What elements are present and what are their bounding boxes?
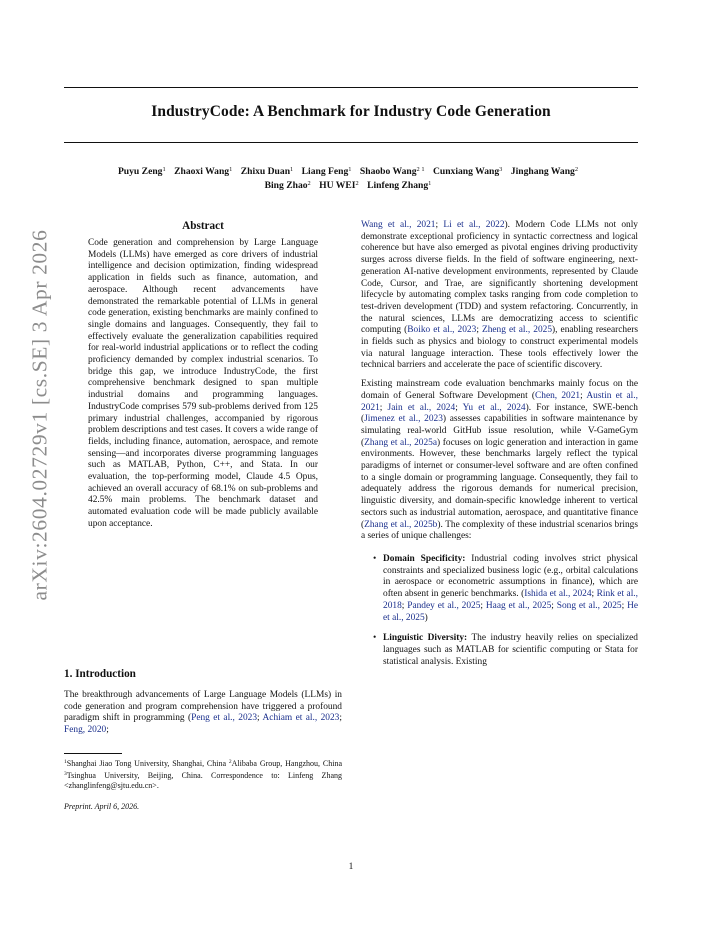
body-paragraph: Existing mainstream code evaluation benchmarks mainly focus on the domain of General Software Development (Chen, 2021; Austin et al., 2021; Jain et al., 2024; Yu et al., 2024). For instance, SWE-bench (Jimenez et al., 2023) assesses capabilities in software maintenance by simulating real-world GitHub issue resolution, while V-GameGym (Zhang et al., 2025a) focuses on logic generation and interaction in game environments. However, these benchmarks largely reflect the typical paradigms of internet or consumer-level software and are often confined to a single domain or programming language. Consequently, they fail to adequately address the rigorous demands for numerical precision, linguistic diversity, and domain-specific knowledge inherent to vertical sectors such as industrial automation, aerospace, and quantitative finance (Zhang et al., 2025b). The complexity of these industrial scenarios brings a series of unique challenges: xyxy=(361,379,638,542)
paper-title: IndustryCode: A Benchmark for Industry Code Generation xyxy=(151,103,551,120)
title-bottom-rule xyxy=(64,142,638,143)
author: Liang Feng$^1$ xyxy=(301,166,352,177)
citation-link[interactable]: Chen, 2021 xyxy=(535,390,581,401)
citation-link[interactable]: Peng et al., 2023 xyxy=(191,713,258,724)
right-column xyxy=(361,220,638,677)
section-heading-introduction: 1. Introduction xyxy=(64,668,136,680)
citation-link[interactable]: Zhang et al., 2025a xyxy=(364,437,438,448)
citation-link[interactable]: Haag et al., 2025 xyxy=(485,600,552,611)
citation-link[interactable]: Song et al., 2025 xyxy=(556,600,622,611)
citation-link[interactable]: Rink et al., 2018 xyxy=(383,589,638,611)
author: Jinghang Wang$^2$ xyxy=(510,166,579,177)
citation-link[interactable]: He et al., 2025 xyxy=(383,600,639,623)
citation-link[interactable]: Ishida et al., 2024 xyxy=(524,589,592,600)
introduction-paragraph: The breakthrough advancements of Large Language Models (LLMs) in code generation and program comprehension have triggered a profound paradigm shift in programming (Peng et al., 2023; Achiam et al., 2023; Feng, 2020; xyxy=(64,690,342,736)
citation-link[interactable]: Jimenez et al., 2023 xyxy=(364,414,443,425)
citation-link[interactable]: Zheng et al., 2025 xyxy=(481,325,553,336)
citation-link[interactable]: Pandey et al., 2025 xyxy=(407,600,481,611)
list-item: • Domain Specificity: Industrial coding involves strict physical constraints and specialized business logic (e.g., orbital calculations in aerospace or econometric assumptions in finance), which are often absent in generic benchmarks. (Ishida et al., 2024; Rink et al., 2018; Pandey et al., 2025; Haag et al., 2025; Song et al., 2025; He et al., 2025) xyxy=(383,554,638,624)
page-number: 1 xyxy=(348,862,354,872)
citation-link[interactable]: Wang et al., 2021 xyxy=(361,220,436,230)
citation-link[interactable]: Feng, 2020 xyxy=(64,725,107,736)
list-item: • Linguistic Diversity: The industry heavily relies on specialized languages such as MATLAB for scientific computing or Stata for statistical analysis. Existing xyxy=(383,633,638,668)
author: Cunxiang Wang$^3$ xyxy=(432,166,503,177)
footnote-divider xyxy=(64,753,122,754)
left-column xyxy=(64,220,342,811)
arxiv-identifier: arXiv:2604.02729v1 [cs.SE] 3 Apr 2026 xyxy=(27,229,52,601)
affiliation-footnote: $^1$Shanghai Jiao Tong University, Shanghai, China $^2$Alibaba Group, Hangzhou, China $^3$Tsinghua University, Beijing, China. Correspondence to: Linfeng Zhang <zhanglinfeng@sjtu.edu.cn>. xyxy=(64,759,342,790)
author: Bing Zhao$^2$ xyxy=(264,180,311,191)
author: Zhaoxi Wang$^1$ xyxy=(174,166,233,177)
author: Linfeng Zhang$^1$ xyxy=(367,180,432,191)
title-top-rule xyxy=(64,87,638,88)
author: HU WEI$^2$ xyxy=(319,180,359,191)
citation-link[interactable]: Jain et al., 2024 xyxy=(387,402,456,413)
author: Shaobo Wang$^{2 1}$ xyxy=(359,166,425,177)
author-list-line-2 xyxy=(64,180,638,191)
citation-link[interactable]: Achiam et al., 2023 xyxy=(262,713,340,724)
author: Zhixu Duan$^1$ xyxy=(240,166,294,177)
author: Puyu Zeng$^1$ xyxy=(117,166,166,177)
citation-link[interactable]: Li et al., 2022 xyxy=(443,220,505,230)
preprint-note: Preprint. April 6, 2026. xyxy=(64,802,140,811)
citation-link[interactable]: Yu et al., 2024 xyxy=(462,402,526,413)
abstract-text: Code generation and comprehension by Large Language Models (LLMs) have emerged as core drivers of industrial intelligence and decision optimization, finding widespread application in fields such as finance, automation, and aerospace. Although recent advancements have demonstrated the remarkable potential of LLMs in general code generation, existing benchmarks are mainly confined to single domains and languages. Consequently, they fail to effectively evaluate the generalization capabilities required for real-world industrial applications or to reflect the coding proficiency demanded by complex industrial scenarios. To bridge this gap, we introduce IndustryCode, the first comprehensive benchmark designed to span multiple industrial domains and programming languages. IndustryCode comprises 579 sub-problems derived from 125 primary industrial challenges, accompanied by rigorous problem descriptions and test cases. It covers a wide range of fields, including finance, automation, aerospace, and remote sensing—and incorporates diverse programming languages such as MATLAB, Python, C++, and Stata. In our evaluation, the top-performing model, Claude 4.5 Opus, achieved an overall accuracy of 68.1% on sub-problems and 42.5% main problems. The benchmark dataset and automated evaluation code will be made publicly available upon acceptance. xyxy=(88,238,318,529)
citation-link[interactable]: Zhang et al., 2025b xyxy=(364,519,438,530)
citation-link[interactable]: Boiko et al., 2023 xyxy=(407,325,477,336)
challenge-list xyxy=(361,554,638,668)
body-paragraph: Wang et al., 2021; Li et al., 2022). Modern Code LLMs not only demonstrate exceptional proficiency in syntactic correctness and logical coherence but have also emerged as pivotal engines driving productivity surges across diverse fields. In the field of software engineering, next-generation AI-native development environments, represented by Claude Code, Cursor, and Trae, are significantly shortening development lifecycle by automating complex tasks ranging from code completion to test-driven development (TDD) and system refactoring. Concurrently, in the natural sciences, LLMs are democratizing access to scientific computing (Boiko et al., 2023; Zheng et al., 2025), enabling researchers in fields such as physics and biology to construct experimental models via natural language interaction. These tools effectively lower the technical barriers and accelerate the pace of scientific discovery. xyxy=(361,220,639,371)
author-list-line-1 xyxy=(64,166,638,177)
abstract-heading: Abstract xyxy=(182,220,224,232)
citation-link[interactable]: Austin et al., 2021 xyxy=(361,390,638,413)
